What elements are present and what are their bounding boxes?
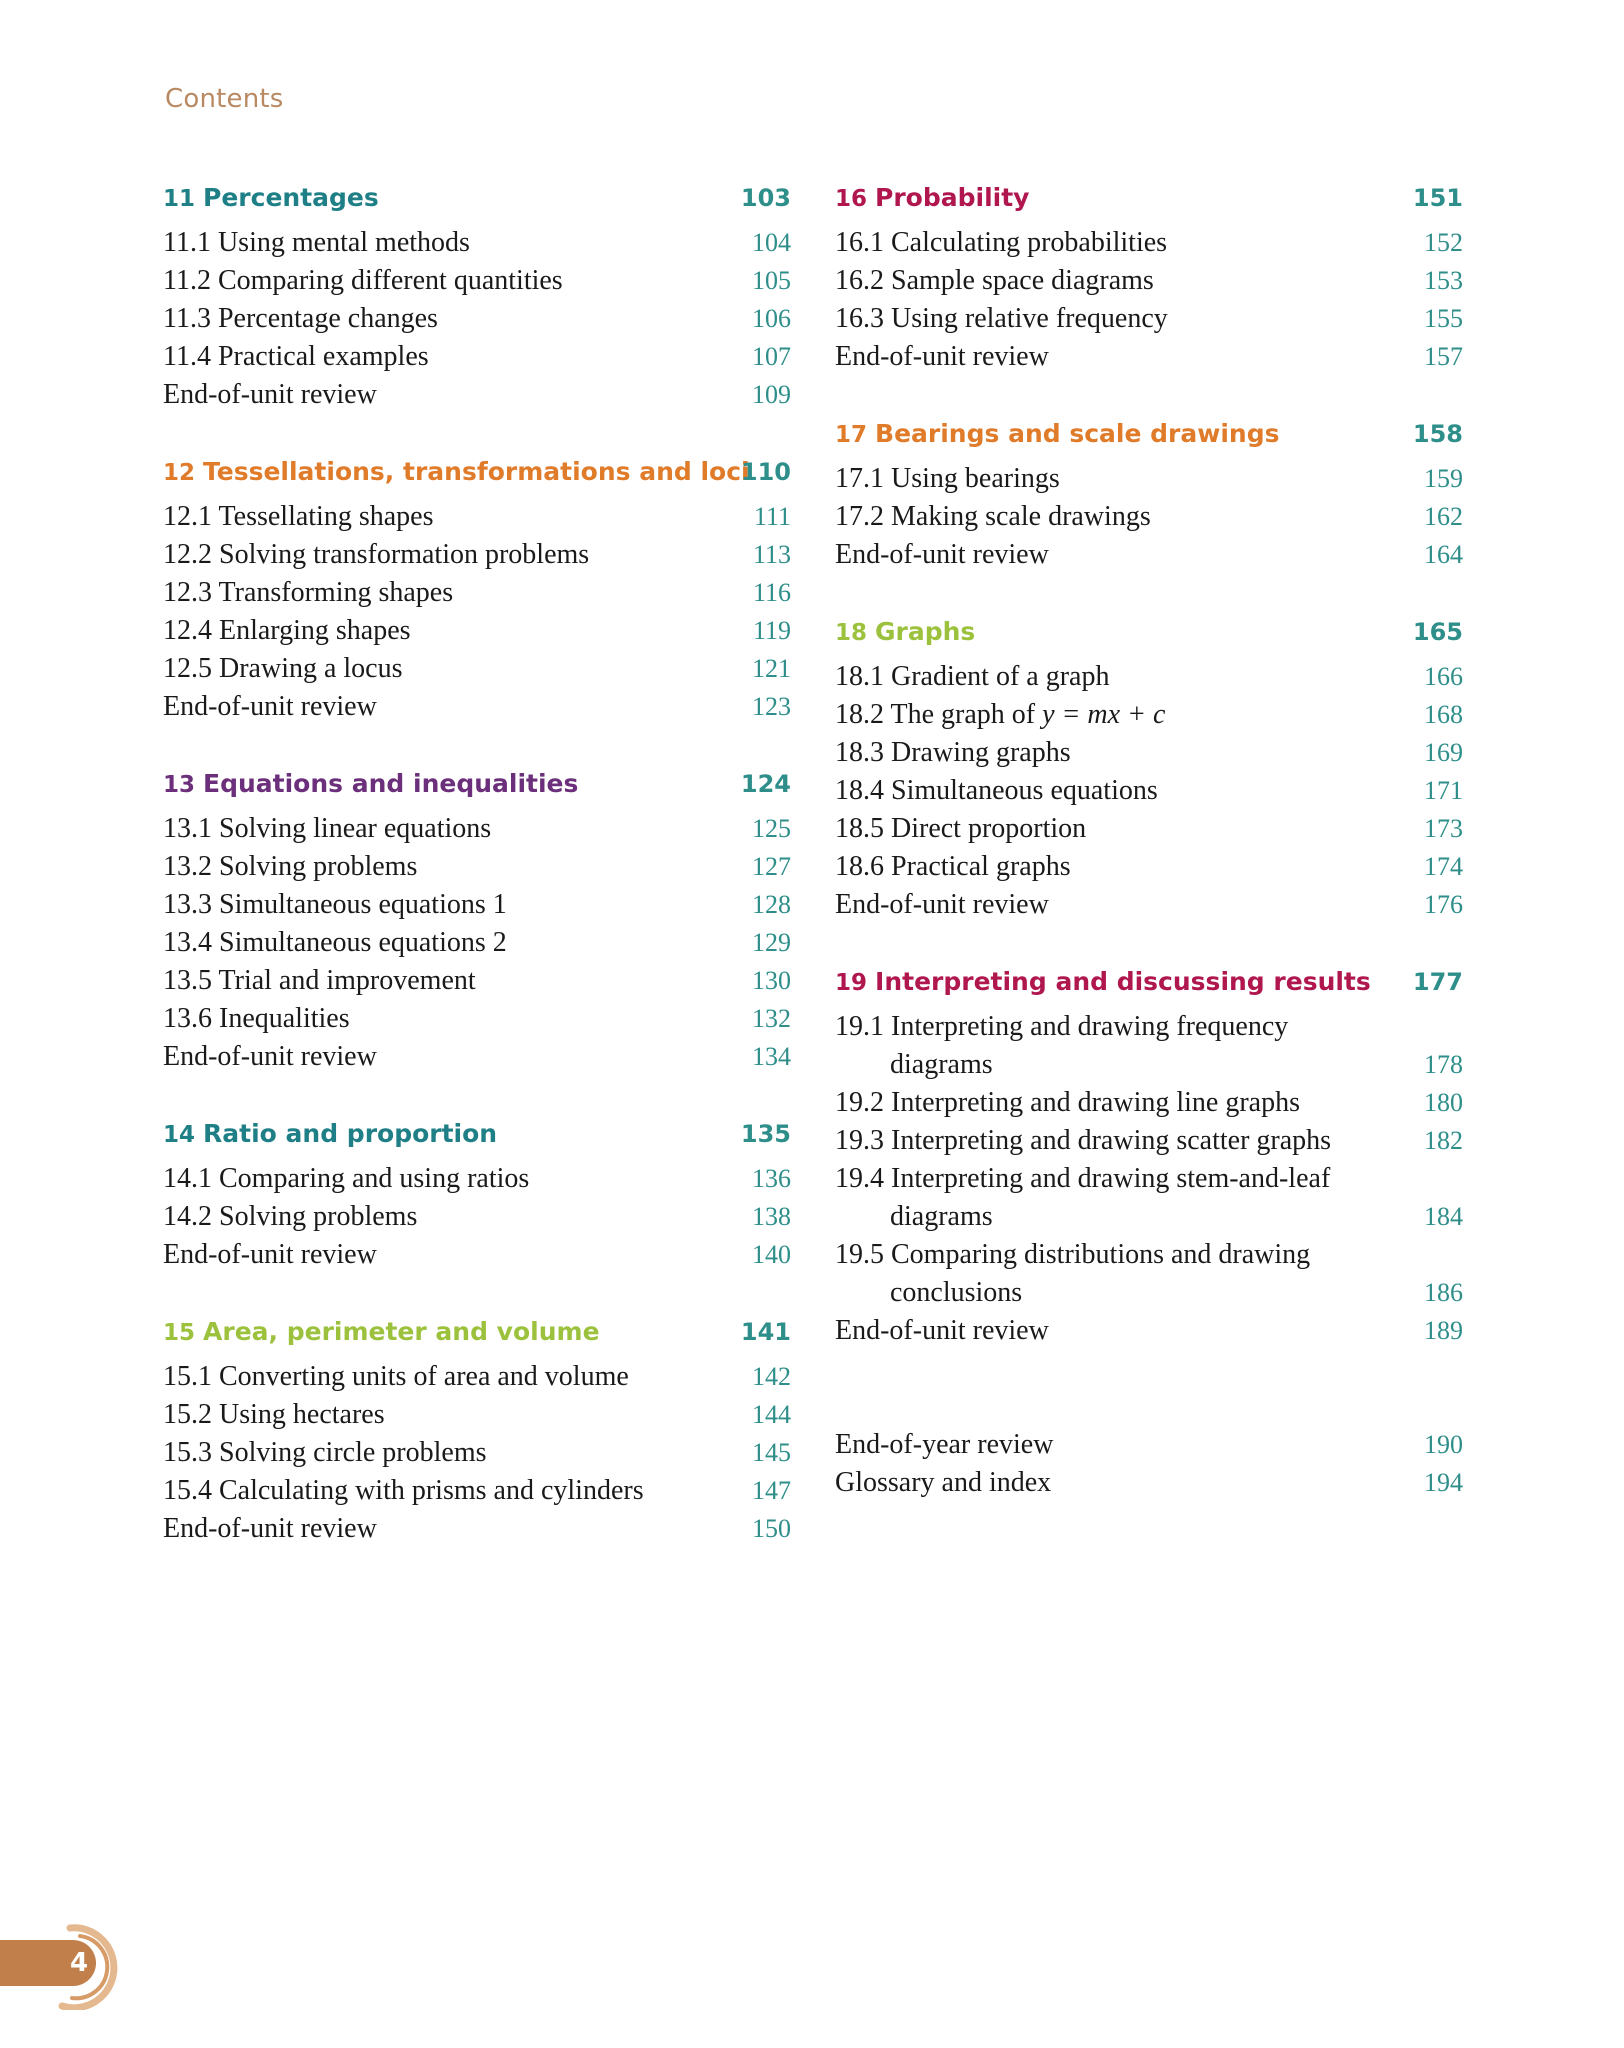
entry-page-number: 119 — [752, 616, 791, 645]
toc-entry[interactable] — [163, 810, 791, 848]
unit-heading[interactable] — [163, 1312, 791, 1352]
entry-page-number: 166 — [1424, 662, 1463, 691]
toc-entry[interactable] — [835, 734, 1463, 772]
toc-entry[interactable] — [163, 1396, 791, 1434]
toc-entry[interactable] — [835, 498, 1463, 536]
entry-page-number: 111 — [753, 502, 791, 531]
entry-page-number: 144 — [752, 1400, 791, 1429]
unit-heading[interactable] — [163, 1114, 791, 1154]
entry-page-number: 182 — [1424, 1126, 1463, 1155]
toc-entry[interactable] — [835, 224, 1463, 262]
unit-block — [163, 178, 791, 414]
toc-entry[interactable] — [163, 848, 791, 886]
entry-title: End-of-unit review — [163, 1513, 377, 1544]
toc-entry[interactable] — [835, 1160, 1463, 1236]
entry-page-number: 113 — [752, 540, 791, 569]
entry-title: 14.2 Solving problems — [163, 1201, 418, 1232]
toc-entry[interactable] — [163, 1358, 791, 1396]
entry-title: 12.1 Tessellating shapes — [163, 501, 434, 532]
toc-entry[interactable] — [835, 1426, 1463, 1464]
unit-page-number: 110 — [740, 458, 791, 486]
entry-page-number: 128 — [752, 890, 791, 919]
toc-entry[interactable] — [835, 1008, 1463, 1084]
entry-title: End-of-unit review — [835, 1315, 1049, 1346]
entry-page-number: 194 — [1424, 1468, 1463, 1497]
unit-heading[interactable] — [163, 764, 791, 804]
entry-title: End-of-unit review — [835, 539, 1049, 570]
entry-title: 19.2 Interpreting and drawing line graphs — [835, 1087, 1300, 1118]
entry-page-number: 153 — [1424, 266, 1463, 295]
entry-title: 16.1 Calculating probabilities — [835, 227, 1168, 258]
toc-entry[interactable] — [163, 536, 791, 574]
unit-heading[interactable] — [163, 178, 791, 218]
unit-block — [163, 1312, 791, 1548]
unit-heading[interactable] — [835, 178, 1463, 218]
entry-title: 15.3 Solving circle problems — [163, 1437, 487, 1468]
entry-title: 15.1 Converting units of area and volume — [163, 1361, 629, 1392]
entry-page-number: 152 — [1424, 228, 1463, 257]
entry-title: End-of-unit review — [835, 341, 1049, 372]
entry-title: 18.1 Gradient of a graph — [835, 661, 1110, 692]
toc-entry[interactable] — [835, 848, 1463, 886]
entry-title-math: y = mx + c — [1042, 699, 1166, 730]
unit-heading[interactable] — [835, 414, 1463, 454]
toc-entry[interactable] — [163, 300, 791, 338]
entry-page-number: 159 — [1424, 464, 1463, 493]
toc-entry[interactable] — [835, 300, 1463, 338]
entry-page-number: 106 — [752, 304, 791, 333]
entry-page-number: 169 — [1424, 738, 1463, 767]
unit-title: Probability — [875, 183, 1030, 212]
entry-title: 18.3 Drawing graphs — [835, 737, 1071, 768]
entry-title: 15.4 Calculating with prisms and cylinders — [163, 1475, 644, 1506]
unit-number: 17 — [835, 422, 868, 448]
entry-title: 19.4 Interpreting and drawing stem-and-leaf — [835, 1163, 1331, 1194]
entry-page-number: 140 — [752, 1240, 791, 1269]
toc-entry[interactable] — [163, 688, 791, 726]
toc-entry[interactable] — [163, 962, 791, 1000]
entry-page-number: 107 — [752, 342, 791, 371]
unit-page-number: 103 — [740, 184, 791, 212]
entry-page-number: 116 — [752, 578, 791, 607]
unit-title: Area, perimeter and volume — [203, 1317, 600, 1346]
toc-entry[interactable] — [163, 498, 791, 536]
entry-title: 11.1 Using mental methods — [163, 227, 470, 258]
entry-page-number: 186 — [1424, 1278, 1463, 1307]
entry-page-number: 121 — [752, 654, 791, 683]
unit-heading[interactable] — [835, 612, 1463, 652]
entry-title: 19.5 Comparing distributions and drawing — [835, 1239, 1311, 1270]
entry-title: End-of-unit review — [163, 691, 377, 722]
toc-entry[interactable] — [835, 1464, 1463, 1502]
entry-page-number: 104 — [752, 228, 791, 257]
unit-page-number: 141 — [740, 1318, 791, 1346]
running-head: Contents — [165, 84, 284, 114]
entry-title: End-of-unit review — [163, 1041, 377, 1072]
entry-page-number: 142 — [752, 1362, 791, 1391]
toc-entry[interactable] — [163, 1038, 791, 1076]
entry-title: 18.6 Practical graphs — [835, 851, 1071, 882]
unit-title: Interpreting and discussing results — [875, 967, 1371, 996]
toc-entry[interactable] — [835, 1084, 1463, 1122]
entry-page-number: 168 — [1424, 700, 1463, 729]
toc-entry[interactable] — [835, 886, 1463, 924]
entry-page-number: 129 — [752, 928, 791, 957]
entry-title: 12.2 Solving transformation problems — [163, 539, 590, 570]
entry-title: End-of-year review — [835, 1429, 1054, 1460]
entry-title: 13.5 Trial and improvement — [163, 965, 476, 996]
toc-entry[interactable] — [163, 338, 791, 376]
entry-page-number: 157 — [1424, 342, 1463, 371]
unit-block — [835, 1388, 1463, 1502]
entry-title: 13.4 Simultaneous equations 2 — [163, 927, 507, 958]
spacer — [835, 1388, 1463, 1426]
entry-title: End-of-unit review — [835, 889, 1049, 920]
toc-entry[interactable] — [835, 460, 1463, 498]
entry-page-number: 180 — [1424, 1088, 1463, 1117]
entry-title: 14.1 Comparing and using ratios — [163, 1163, 530, 1194]
entry-page-number: 147 — [752, 1476, 791, 1505]
entry-page-number: 176 — [1424, 890, 1463, 919]
entry-title-continuation: conclusions — [890, 1277, 1023, 1308]
entry-page-number: 171 — [1424, 776, 1463, 805]
entry-title: Glossary and index — [835, 1467, 1052, 1498]
unit-number: 11 — [163, 186, 196, 212]
entry-page-number: 178 — [1424, 1050, 1463, 1079]
entry-title-continuation: diagrams — [890, 1201, 993, 1232]
toc-entry[interactable] — [835, 1236, 1463, 1312]
toc-entry[interactable] — [163, 924, 791, 962]
entry-title: 13.1 Solving linear equations — [163, 813, 492, 844]
entry-page-number: 109 — [752, 380, 791, 409]
toc-entry[interactable] — [835, 262, 1463, 300]
unit-page-number: 158 — [1412, 420, 1463, 448]
toc-entry[interactable] — [163, 1472, 791, 1510]
unit-heading[interactable] — [163, 452, 791, 492]
entry-title: 11.3 Percentage changes — [163, 303, 438, 334]
toc-entry[interactable] — [163, 612, 791, 650]
unit-block — [163, 1114, 791, 1274]
entry-page-number: 123 — [752, 692, 791, 721]
entry-title: 15.2 Using hectares — [163, 1399, 385, 1430]
entry-title-continuation: diagrams — [890, 1049, 993, 1080]
entry-title: 13.2 Solving problems — [163, 851, 418, 882]
entry-title: 18.4 Simultaneous equations — [835, 775, 1158, 806]
entry-page-number: 136 — [752, 1164, 791, 1193]
unit-block — [163, 764, 791, 1076]
entry-page-number: 174 — [1424, 852, 1463, 881]
toc-entry[interactable] — [163, 262, 791, 300]
entry-page-number: 125 — [752, 814, 791, 843]
unit-title: Graphs — [875, 617, 976, 646]
toc-entry[interactable] — [835, 696, 1463, 734]
entry-page-number: 155 — [1424, 304, 1463, 333]
toc-entry[interactable] — [163, 650, 791, 688]
entry-title: 17.2 Making scale drawings — [835, 501, 1151, 532]
page-number: 4 — [69, 1948, 89, 1978]
entry-title: 16.2 Sample space diagrams — [835, 265, 1154, 296]
unit-title: Percentages — [203, 183, 379, 212]
toc-entry[interactable] — [835, 1122, 1463, 1160]
entry-title: 11.2 Comparing different quantities — [163, 265, 563, 296]
unit-page-number: 135 — [740, 1120, 791, 1148]
entry-title: 19.1 Interpreting and drawing frequency — [835, 1011, 1289, 1042]
entry-page-number: 138 — [752, 1202, 791, 1231]
entry-title: 19.3 Interpreting and drawing scatter graphs — [835, 1125, 1332, 1156]
entry-title: 12.5 Drawing a locus — [163, 653, 403, 684]
toc-entry[interactable] — [163, 376, 791, 414]
entry-title: 12.3 Transforming shapes — [163, 577, 454, 608]
unit-number: 12 — [163, 460, 196, 486]
toc-entry[interactable] — [163, 1198, 791, 1236]
toc-right-column — [835, 178, 1463, 1540]
entry-title — [835, 696, 1165, 734]
entry-page-number: 130 — [752, 966, 791, 995]
toc-entry[interactable] — [163, 224, 791, 262]
entry-title: End-of-unit review — [163, 379, 377, 410]
entry-page-number: 145 — [752, 1438, 791, 1467]
entry-title: 11.4 Practical examples — [163, 341, 429, 372]
unit-title: Tessellations, transformations and loci — [203, 457, 750, 486]
unit-block — [835, 962, 1463, 1350]
entry-title: 18.5 Direct proportion — [835, 813, 1087, 844]
entry-page-number: 164 — [1424, 540, 1463, 569]
toc-entry[interactable] — [835, 772, 1463, 810]
unit-number: 18 — [835, 620, 868, 646]
unit-title: Ratio and proportion — [203, 1119, 498, 1148]
unit-number: 19 — [835, 970, 868, 996]
entry-page-number: 190 — [1424, 1430, 1463, 1459]
unit-block — [163, 452, 791, 726]
entry-page-number: 134 — [752, 1042, 791, 1071]
toc-entry[interactable] — [835, 536, 1463, 574]
entry-page-number: 189 — [1424, 1316, 1463, 1345]
toc-entry[interactable] — [835, 810, 1463, 848]
unit-page-number: 177 — [1412, 968, 1463, 996]
toc-entry[interactable] — [163, 1434, 791, 1472]
entry-page-number: 184 — [1424, 1202, 1463, 1231]
unit-heading[interactable] — [835, 962, 1463, 1002]
unit-number: 15 — [163, 1320, 196, 1346]
toc-entry[interactable] — [163, 1160, 791, 1198]
unit-page-number: 124 — [740, 770, 791, 798]
unit-number: 14 — [163, 1122, 196, 1148]
toc-entry[interactable] — [163, 1236, 791, 1274]
toc-entry[interactable] — [835, 1312, 1463, 1350]
entry-title: 17.1 Using bearings — [835, 463, 1060, 494]
entry-page-number: 132 — [752, 1004, 791, 1033]
entry-title: End-of-unit review — [163, 1239, 377, 1270]
unit-title: Equations and inequalities — [203, 769, 579, 798]
toc-entry[interactable] — [835, 338, 1463, 376]
entry-page-number: 173 — [1424, 814, 1463, 843]
entry-title: 13.6 Inequalities — [163, 1003, 350, 1034]
entry-page-number: 127 — [752, 852, 791, 881]
entry-title: 16.3 Using relative frequency — [835, 303, 1168, 334]
unit-title: Bearings and scale drawings — [875, 419, 1280, 448]
toc-entry[interactable] — [163, 574, 791, 612]
entry-title: 12.4 Enlarging shapes — [163, 615, 411, 646]
unit-page-number: 165 — [1412, 618, 1463, 646]
entry-page-number: 150 — [752, 1514, 791, 1543]
unit-block — [835, 612, 1463, 924]
unit-block — [835, 178, 1463, 376]
entry-title-text: 18.2 The graph of — [835, 699, 1043, 730]
toc-entry[interactable] — [163, 1000, 791, 1038]
toc-entry[interactable] — [163, 886, 791, 924]
toc-entry[interactable] — [835, 658, 1463, 696]
toc-left-column — [163, 178, 791, 1586]
toc-entry[interactable] — [163, 1510, 791, 1548]
unit-page-number: 151 — [1412, 184, 1463, 212]
unit-number: 16 — [835, 186, 868, 212]
unit-number: 13 — [163, 772, 196, 798]
entry-page-number: 105 — [752, 266, 791, 295]
unit-block — [835, 414, 1463, 574]
entry-page-number: 162 — [1424, 502, 1463, 531]
entry-title: 13.3 Simultaneous equations 1 — [163, 889, 507, 920]
